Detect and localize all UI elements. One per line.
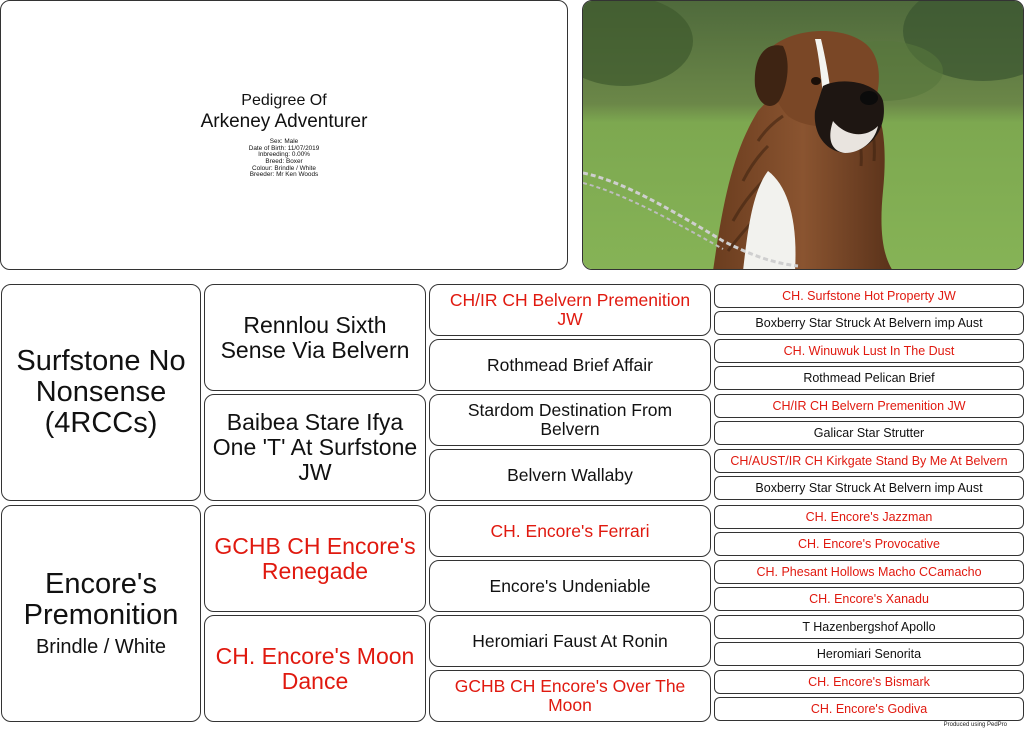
grandparent-name: Baibea Stare Ifya One 'T' At Surfstone JW: [212, 409, 418, 485]
gen4-ancestor-card: [714, 670, 1024, 694]
gen4-ancestor-card: [714, 505, 1024, 529]
great-grandparent-card: [429, 560, 711, 612]
gen4-ancestor-name: CH/IR CH Belvern Premenition JW: [772, 399, 966, 413]
great-grandparent-name: Belvern Wallaby: [507, 464, 633, 485]
grandparent-card: [204, 394, 426, 501]
produced-by-credit: Produced using PedPro: [943, 722, 1007, 728]
gen4-ancestor-card: [714, 697, 1024, 721]
dam-name: Encore's Premonition: [23, 567, 179, 631]
gen4-ancestor-card: [714, 449, 1024, 473]
dog-photo-illustration: [583, 1, 1024, 270]
detail-sex: Sex: Male: [269, 138, 299, 146]
gen4-ancestor-card: [714, 339, 1024, 363]
great-grandparent-card: [429, 615, 711, 667]
gen4-ancestor-card: [714, 366, 1024, 390]
great-grandparent-card: [429, 339, 711, 391]
dam-card: [1, 505, 201, 722]
detail-inbreeding: Inbreeding: 0.00%: [258, 151, 310, 159]
great-grandparent-name: Heromiari Faust At Ronin: [472, 630, 668, 651]
gen4-ancestor-name: Rothmead Pelican Brief: [803, 371, 935, 385]
detail-breed: Breed: Boxer: [265, 158, 303, 165]
gen4-ancestor-card: [714, 642, 1024, 666]
gen4-ancestor-name: Boxberry Star Struck At Belvern imp Aust: [755, 481, 983, 495]
pedigree-title-prefix: Pedigree Of: [241, 92, 327, 110]
gen4-ancestor-name: T Hazenbergshof Apollo: [802, 620, 936, 634]
gen4-ancestor-name: Boxberry Star Struck At Belvern imp Aust: [755, 316, 983, 330]
sire-card: [1, 284, 201, 501]
gen4-ancestor-card: [714, 311, 1024, 335]
dog-details: [249, 139, 320, 179]
gen4-ancestor-name: CH. Encore's Bismark: [808, 675, 930, 689]
great-grandparent-card: [429, 394, 711, 446]
grandparent-name: CH. Encore's Moon Dance: [215, 642, 415, 694]
dam-colour: Brindle / White: [35, 635, 167, 658]
great-grandparent-card: [429, 449, 711, 501]
detail-date-of-birth: Date of Birth: 11/07/2019: [248, 144, 320, 152]
grandparent-name: GCHB CH Encore's Renegade: [214, 532, 416, 584]
grandparent-name: Rennlou Sixth Sense Via Belvern: [220, 311, 410, 363]
dog-photo: [582, 0, 1024, 270]
gen4-ancestor-card: [714, 421, 1024, 445]
sire-name: Surfstone No Nonsense (4RCCs): [16, 345, 186, 439]
gen4-ancestor-card: [714, 587, 1024, 611]
great-grandparent-card: [429, 670, 711, 722]
gen4-ancestor-name: CH. Surfstone Hot Property JW: [782, 289, 956, 303]
gen4-ancestor-card: [714, 284, 1024, 308]
gen4-ancestor-name: CH. Encore's Godiva: [810, 702, 928, 716]
gen4-ancestor-card: [714, 560, 1024, 584]
gen4-ancestor-name: CH. Encore's Jazzman: [805, 510, 933, 524]
gen4-ancestor-card: [714, 615, 1024, 639]
detail-colour: Colour: Brindle / White: [252, 164, 316, 172]
grandparent-card: [204, 284, 426, 391]
gen4-ancestor-name: CH. Phesant Hollows Macho CCamacho: [756, 565, 982, 579]
great-grandparent-card: [429, 284, 711, 336]
gen4-ancestor-name: CH. Encore's Xanadu: [809, 592, 929, 606]
great-grandparent-name: Encore's Undeniable: [489, 575, 651, 596]
great-grandparent-name: Stardom Destination From Belvern: [467, 400, 673, 439]
gen4-ancestor-card: [714, 532, 1024, 556]
grandparent-card: [204, 615, 426, 722]
great-grandparent-name: CH/IR CH Belvern Premenition JW: [449, 290, 691, 329]
gen4-ancestor-name: Heromiari Senorita: [816, 647, 922, 661]
gen4-ancestor-name: CH. Encore's Provocative: [797, 537, 941, 551]
gen4-ancestor-name: CH. Winuwuk Lust In The Dust: [783, 344, 955, 358]
gen4-ancestor-name: CH/AUST/IR CH Kirkgate Stand By Me At Belvern: [730, 454, 1008, 468]
pedigree-header-card: [0, 0, 568, 270]
great-grandparent-name: CH. Encore's Ferrari: [490, 520, 650, 541]
great-grandparent-name: Rothmead Brief Affair: [486, 354, 653, 375]
gen4-ancestor-card: [714, 394, 1024, 418]
grandparent-card: [204, 505, 426, 612]
great-grandparent-name: GCHB CH Encore's Over The Moon: [454, 676, 686, 715]
detail-breeder: Breeder: Mr Ken Woods: [249, 171, 319, 179]
gen4-ancestor-name: Galicar Star Strutter: [813, 426, 925, 440]
gen4-ancestor-card: [714, 476, 1024, 500]
pedigree-dog-name: Arkeney Adventurer: [200, 111, 368, 133]
great-grandparent-card: [429, 505, 711, 557]
